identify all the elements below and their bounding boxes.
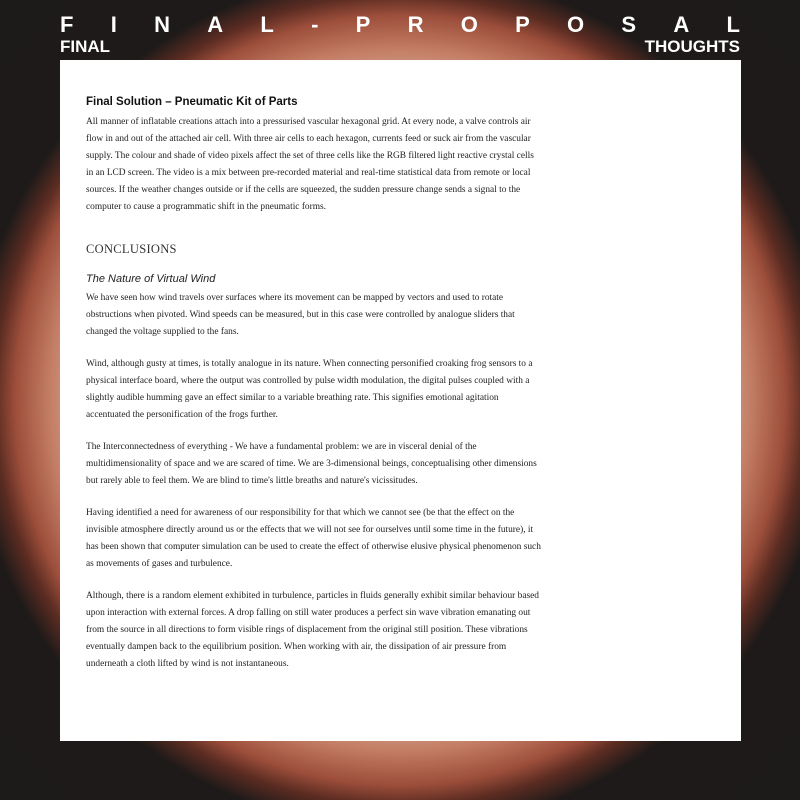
title-letter: R [407, 12, 424, 37]
header-left-label: FINAL [60, 37, 111, 56]
subheading: The Nature of Virtual Wind [86, 273, 216, 285]
conclusion-paragraph: The Interconnectedness of everything - We have a fundamental problem: we are in visceral denial of the multidimensionality of space and we are scared of time. We are 3-dimensional beings, conceptualising other dimensions but rarely able to feel them. We are blind to time's little breaths and nature's vicissitudes. [86, 442, 537, 486]
section-title: Final Solution – Pneumatic Kit of Parts [86, 96, 298, 108]
title-letter: L [260, 12, 274, 37]
intro-paragraph: All manner of inflatable creations attach into a pressurised vascular hexagonal grid. At every node, a valve controls air flow in and out of the attached air cell. With three air cells to each hexagon, currents feed or suck air from the vascular supply. The colour and shade of video pixels affect the set of three cells like the RGB filtered light reactive crystal cells in an LCD screen. The video is a mix between pre-recorded material and real-time statistical data from remote or local sources. If the weather changes outside or if the cells are squeezed, the sudden pressure change sends a signal to the computer to cause a programmatic shift in the pneumatic forms. [86, 117, 534, 212]
title-letter: P [515, 12, 530, 37]
conclusion-paragraph: Although, there is a random element exhibited in turbulence, particles in fluids generally exhibit similar behaviour based upon interaction with external forces. A drop falling on still water produces a perfect sin wave vibration emanating out from the source in all directions to form visible rings of displacement from the original still position. These vibrations eventually dampen back to the equilibrium position. When working with air, the dissipation of air pressure from underneath a cloth lifted by wind is not instantaneous. [86, 591, 539, 669]
conclusion-paragraph: Having identified a need for awareness of our responsibility for that which we cannot see (be that the effect on the invisible atmosphere directly around us or the effects that we will not see for ourselves until some time in the future), it has been shown that computer simulation can be used to create the effect of otherwise elusive physical phenomenon such as movements of gases and turbulence. [86, 508, 541, 569]
title-letter: A [207, 12, 224, 37]
document-content [86, 96, 541, 673]
title-letter: L [726, 12, 740, 37]
spaced-title [60, 12, 740, 38]
title-letter: S [621, 12, 637, 37]
conclusions-heading: CONCLUSIONS [86, 242, 177, 256]
title-letter: P [355, 12, 371, 37]
conclusion-paragraph: We have seen how wind travels over surfaces where its movement can be mapped by vectors and used to rotate obstructions when pivoted. Wind speeds can be measured, but in this case were controlled by analogue sliders that changed the voltage supplied to the fans. [86, 293, 515, 337]
conclusion-paragraph: Wind, although gusty at times, is totally analogue in its nature. When connecting personified croaking frog sensors to a physical interface board, where the output was controlled by pulse width modulation, the digital pulses coupled with a slightly audible humming gave an effect similar to a variable breathing rate. This signifies emotional agitation accentuated the personification of the frogs further. [86, 359, 533, 420]
header-labels [60, 37, 740, 57]
title-letter: - [311, 12, 319, 37]
title-letter: N [154, 12, 170, 37]
document-page [60, 60, 741, 741]
title-letter: O [567, 12, 585, 37]
title-letter: F [60, 12, 74, 37]
title-letter: O [460, 12, 478, 37]
title-letter: I [110, 12, 117, 37]
header-right-label: THOUGHTS [644, 37, 740, 56]
title-letter: A [673, 12, 690, 37]
